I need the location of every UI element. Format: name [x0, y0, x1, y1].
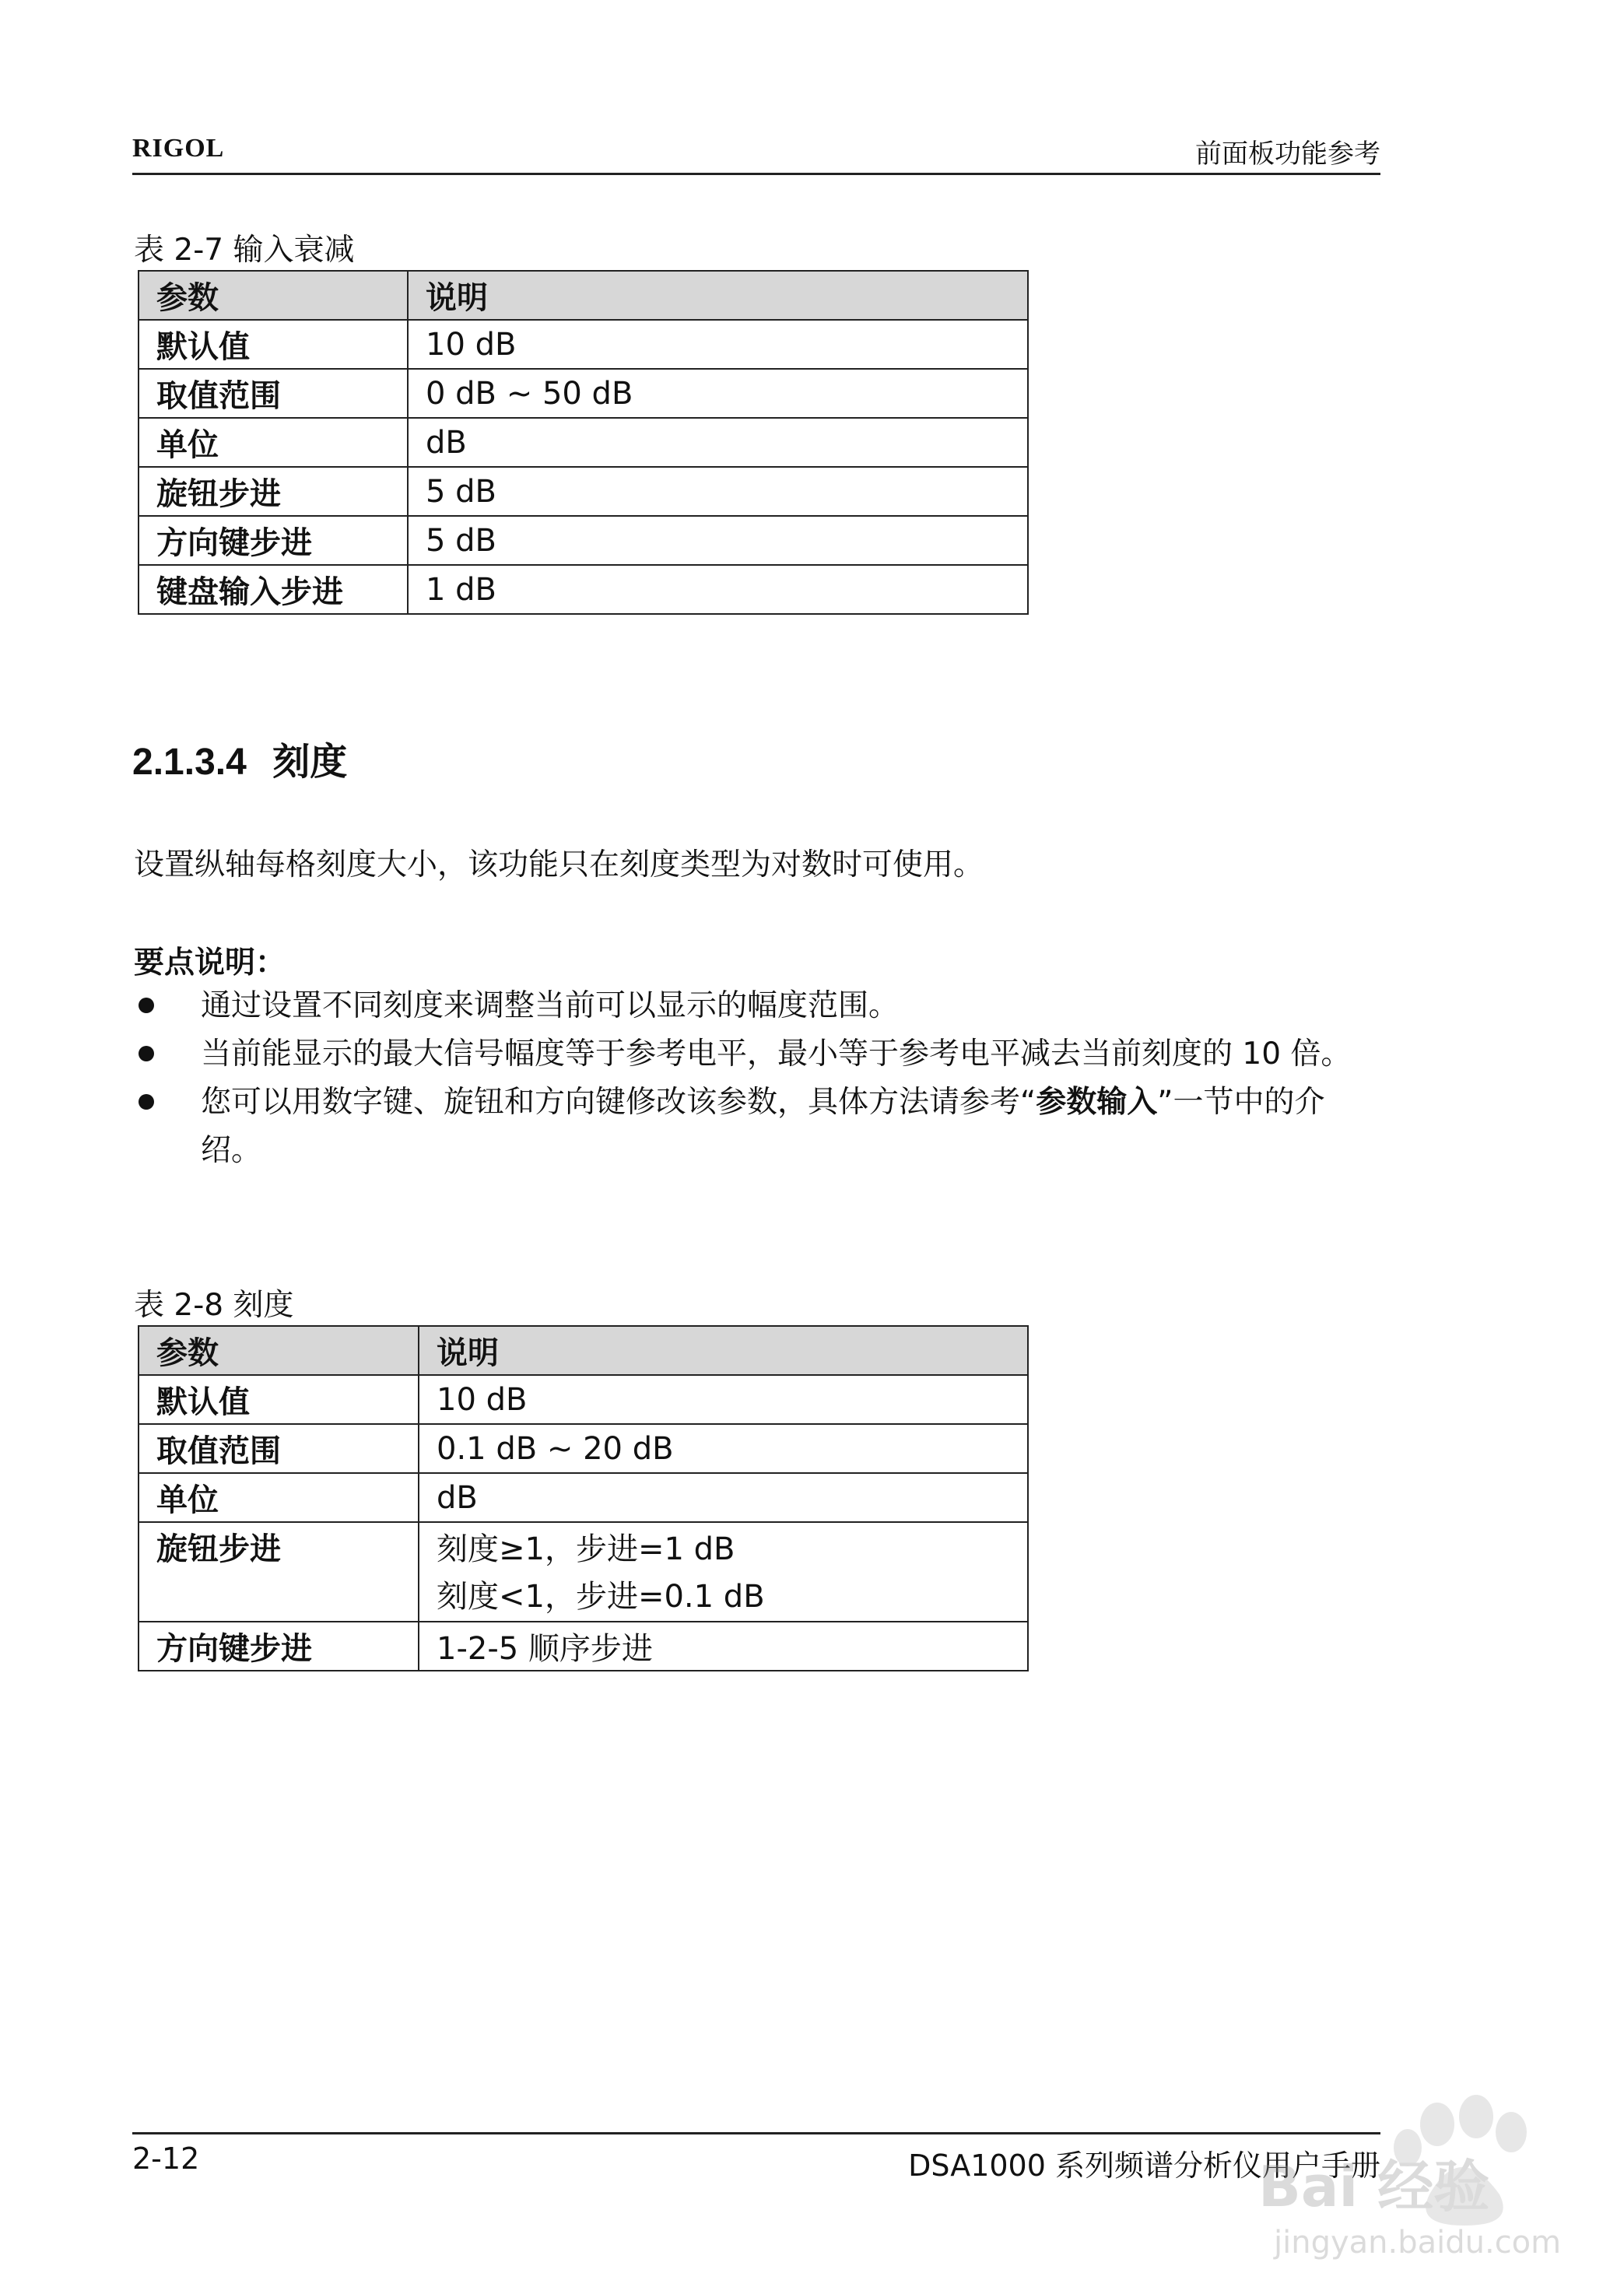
- param-cell: 方向键步进: [139, 1622, 419, 1671]
- value-cell: 10 dB: [419, 1375, 1028, 1424]
- header-cell: 参数: [139, 1326, 419, 1375]
- section-number: 2.1.3.4: [132, 742, 247, 783]
- value-cell: 10 dB: [408, 320, 1028, 369]
- key-points-title: 要点说明：: [134, 945, 286, 980]
- list-item: [134, 1030, 1379, 1079]
- bullet-text-after: ”一节中的介绍。: [201, 1085, 1325, 1168]
- param-cell: 取值范围: [139, 369, 408, 418]
- brand-logo: RIGOL: [132, 134, 225, 163]
- knob-step-line: 刻度<1，步进=0.1 dB: [437, 1579, 765, 1615]
- bullet-icon: [139, 998, 154, 1013]
- watermark-text: Bai 经验: [1258, 2154, 1490, 2219]
- bullet-icon: [139, 1094, 154, 1110]
- header-section-title: 前面板功能参考: [1195, 139, 1380, 170]
- param-cell: 默认值: [139, 320, 408, 369]
- value-cell: 5 dB: [408, 467, 1028, 516]
- table-row: [139, 467, 1028, 516]
- param-cell: 默认值: [139, 1375, 419, 1424]
- knob-step-line: 刻度≥1，步进=1 dB: [437, 1531, 735, 1567]
- bullet-text-before: 您可以用数字键、旋钮和方向键修改该参数，具体方法请参考“: [201, 1085, 1036, 1120]
- table1-caption: 表 2-7 输入衰减: [134, 233, 355, 268]
- value-cell: 1 dB: [408, 565, 1028, 614]
- header-cell: 说明: [419, 1326, 1028, 1375]
- value-cell: [419, 1522, 1028, 1622]
- parameter-input-reference: 参数输入: [1036, 1085, 1158, 1120]
- attenuation-table: [138, 270, 1029, 615]
- table-row: [139, 369, 1028, 418]
- table-row: [139, 1375, 1028, 1424]
- header-cell: 参数: [139, 271, 408, 320]
- param-cell: 单位: [139, 418, 408, 467]
- footer-rule: [132, 2132, 1380, 2134]
- section-description: 设置纵轴每格刻度大小，该功能只在刻度类型为对数时可使用。: [134, 847, 984, 882]
- table2-caption: 表 2-8 刻度: [134, 1288, 294, 1323]
- param-cell: 方向键步进: [139, 516, 408, 565]
- section-title: 刻度: [272, 740, 348, 784]
- value-cell: dB: [408, 418, 1028, 467]
- table-row: [139, 516, 1028, 565]
- table-row: [139, 1424, 1028, 1473]
- value-cell: dB: [419, 1473, 1028, 1522]
- table-header-row: [139, 271, 1028, 320]
- table-row: [139, 320, 1028, 369]
- table-row: [139, 565, 1028, 614]
- list-item: [134, 1079, 1379, 1175]
- table-row: [139, 1622, 1028, 1671]
- section-heading: [132, 731, 347, 785]
- value-cell: 0.1 dB ~ 20 dB: [419, 1424, 1028, 1473]
- param-cell: 旋钮步进: [139, 1522, 419, 1622]
- scale-table: [138, 1325, 1029, 1671]
- param-cell: 旋钮步进: [139, 467, 408, 516]
- watermark-url: jingyan.baidu.com: [1274, 2225, 1562, 2261]
- table-row: [139, 1522, 1028, 1622]
- value-cell: 0 dB ~ 50 dB: [408, 369, 1028, 418]
- list-item: [134, 982, 1379, 1030]
- page-number: 2-12: [132, 2141, 200, 2176]
- param-cell: 键盘输入步进: [139, 565, 408, 614]
- key-points-list: [134, 982, 1379, 1175]
- table-row: [139, 1473, 1028, 1522]
- manual-title: DSA1000 系列频谱分析仪用户手册: [908, 2148, 1380, 2183]
- baidu-watermark: [1243, 2078, 1601, 2264]
- bullet-icon: [139, 1046, 154, 1061]
- header-rule: [132, 173, 1380, 175]
- param-cell: 取值范围: [139, 1424, 419, 1473]
- param-cell: 单位: [139, 1473, 419, 1522]
- table-header-row: [139, 1326, 1028, 1375]
- bullet-text: 当前能显示的最大信号幅度等于参考电平，最小等于参考电平减去当前刻度的 10 倍。: [201, 1037, 1352, 1072]
- header-cell: 说明: [408, 271, 1028, 320]
- bullet-text: 通过设置不同刻度来调整当前可以显示的幅度范围。: [201, 988, 900, 1023]
- value-cell: 1-2-5 顺序步进: [419, 1622, 1028, 1671]
- value-cell: 5 dB: [408, 516, 1028, 565]
- table-row: [139, 418, 1028, 467]
